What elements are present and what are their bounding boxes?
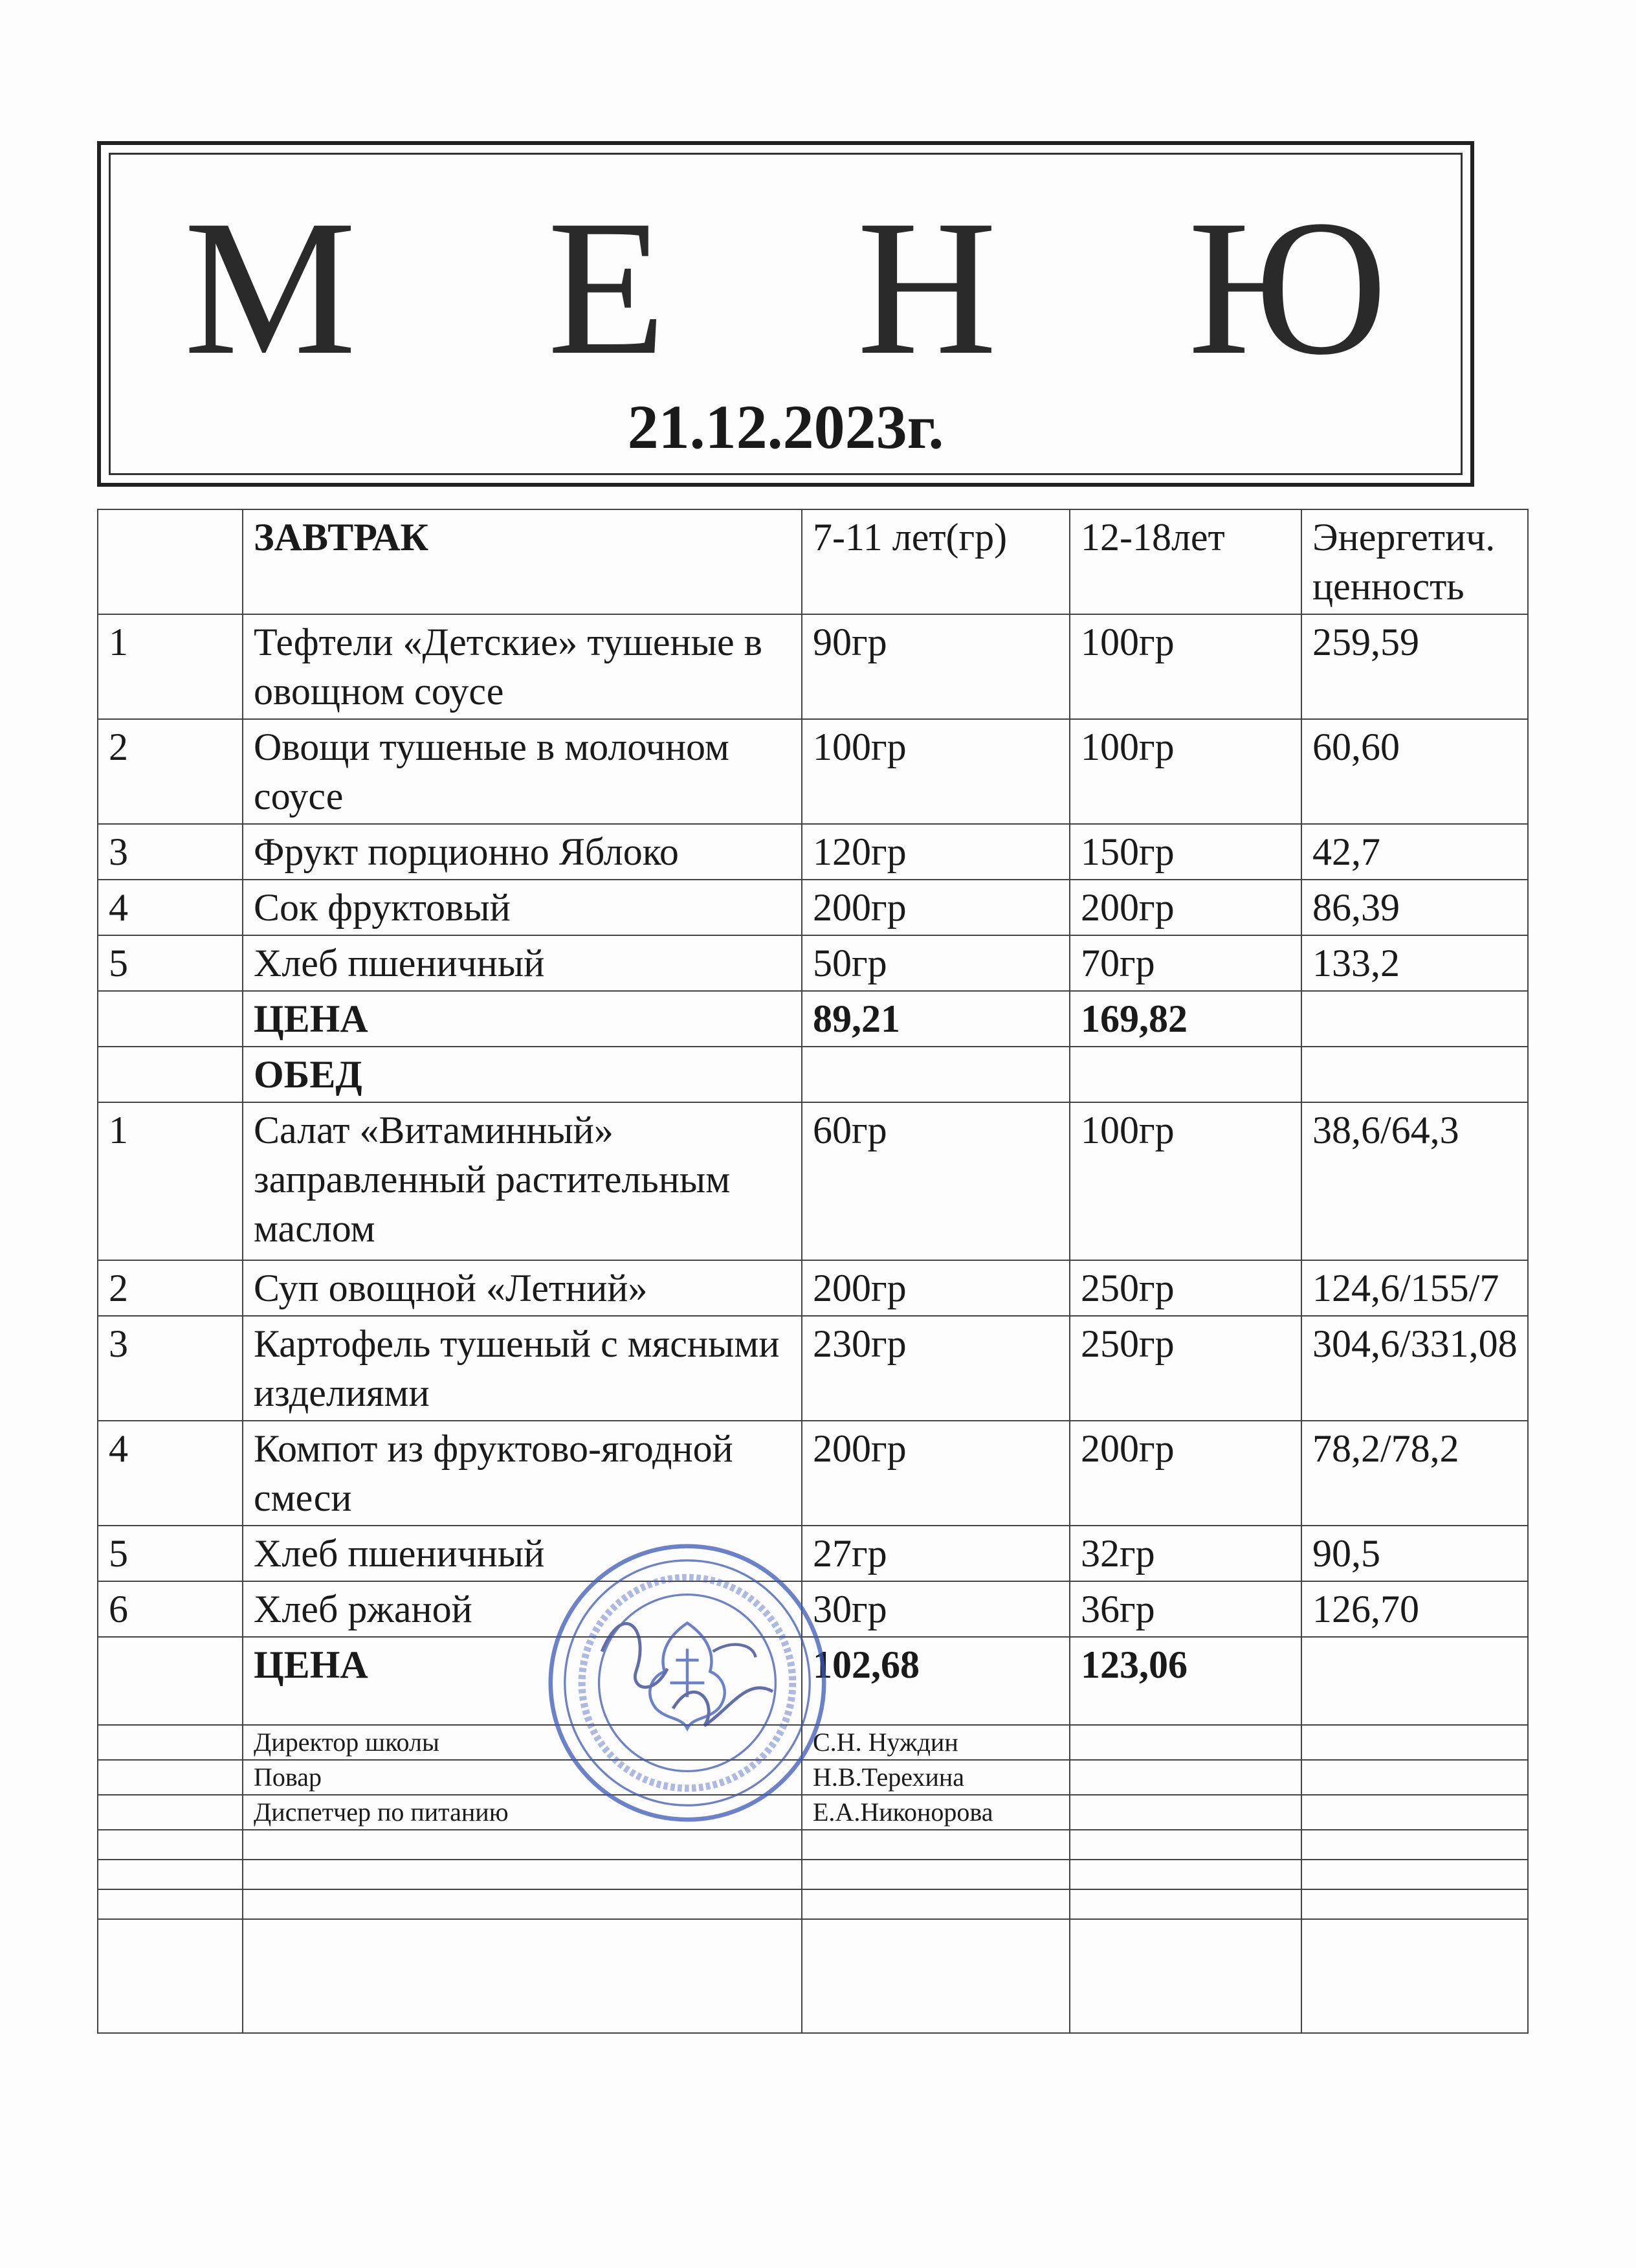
lunch-header-row <box>98 1047 1528 1102</box>
empty-cell <box>1301 1889 1528 1919</box>
item-name: Салат «Витаминный» заправленный растительным маслом <box>243 1102 802 1260</box>
empty-cell <box>1070 1047 1301 1102</box>
header-cell-num <box>98 509 243 614</box>
price-age1: 89,21 <box>802 991 1070 1047</box>
empty-cell <box>243 1860 802 1889</box>
emblem-detail <box>670 1649 705 1697</box>
item-number: 5 <box>98 1526 243 1581</box>
section-lunch-title: ОБЕД <box>243 1047 802 1102</box>
breakfast-row <box>98 880 1528 935</box>
breakfast-row <box>98 614 1528 719</box>
empty-cell <box>802 1919 1070 2033</box>
item-name: Фрукт порционно Яблоко <box>243 824 802 880</box>
price-age2: 123,06 <box>1070 1637 1301 1725</box>
item-portion-age1: 50гр <box>802 935 1070 991</box>
empty-cell <box>1301 1919 1528 2033</box>
empty-cell <box>1301 1725 1528 1760</box>
item-name: Суп овощной «Летний» <box>243 1260 802 1316</box>
item-portion-age1: 100гр <box>802 719 1070 824</box>
item-portion-age2: 70гр <box>1070 935 1301 991</box>
empty-cell <box>1070 1919 1301 2033</box>
item-energy: 126,70 <box>1301 1581 1528 1637</box>
empty-cell <box>1301 1860 1528 1889</box>
item-name: Сок фруктовый <box>243 880 802 935</box>
item-portion-age1: 120гр <box>802 824 1070 880</box>
empty-row <box>98 1889 1528 1919</box>
empty-cell <box>802 1830 1070 1860</box>
item-number: 4 <box>98 880 243 935</box>
empty-cell <box>98 1795 243 1830</box>
item-energy: 259,59 <box>1301 614 1528 719</box>
empty-cell <box>1301 1795 1528 1830</box>
empty-cell <box>243 1919 802 2033</box>
item-energy: 124,6/155/7 <box>1301 1260 1528 1316</box>
signature-role: Повар <box>243 1760 802 1795</box>
lunch-row <box>98 1260 1528 1316</box>
item-number: 4 <box>98 1421 243 1526</box>
item-energy: 90,5 <box>1301 1526 1528 1581</box>
lunch-row <box>98 1102 1528 1260</box>
signature-stroke <box>713 1645 756 1658</box>
item-portion-age2: 100гр <box>1070 614 1301 719</box>
empty-cell <box>1301 1830 1528 1860</box>
column-age1: 7-11 лет(гр) <box>802 509 1070 614</box>
breakfast-row <box>98 935 1528 991</box>
title-box <box>97 141 1474 487</box>
empty-cell <box>1301 991 1528 1047</box>
item-portion-age1: 200гр <box>802 1260 1070 1316</box>
signature-name: Е.А.Никонорова <box>802 1795 1070 1830</box>
item-number: 2 <box>98 1260 243 1316</box>
item-portion-age1: 230гр <box>802 1316 1070 1421</box>
item-energy: 133,2 <box>1301 935 1528 991</box>
empty-cell <box>243 1889 802 1919</box>
official-stamp-seal <box>545 1540 830 1825</box>
menu-date: 21.12.2023г. <box>627 392 944 461</box>
price-label: ЦЕНА <box>243 991 802 1047</box>
empty-row <box>98 1919 1528 2033</box>
item-portion-age1: 27гр <box>802 1526 1070 1581</box>
empty-cell <box>1301 1047 1528 1102</box>
price-label: ЦЕНА <box>243 1637 802 1725</box>
column-energy: Энергетич. ценность <box>1301 509 1528 614</box>
item-portion-age1: 90гр <box>802 614 1070 719</box>
section-breakfast-title: ЗАВТРАК <box>243 509 802 614</box>
item-energy: 78,2/78,2 <box>1301 1421 1528 1526</box>
item-portion-age2: 100гр <box>1070 719 1301 824</box>
item-portion-age2: 250гр <box>1070 1260 1301 1316</box>
breakfast-price-row <box>98 991 1528 1047</box>
lunch-row <box>98 1316 1528 1421</box>
item-portion-age1: 60гр <box>802 1102 1070 1260</box>
empty-cell <box>1301 1760 1528 1795</box>
item-name: Картофель тушеный с мясными изделиями <box>243 1316 802 1421</box>
empty-cell <box>98 1047 243 1102</box>
empty-cell <box>98 1830 243 1860</box>
item-number: 2 <box>98 719 243 824</box>
empty-cell <box>98 1860 243 1889</box>
item-portion-age2: 32гр <box>1070 1526 1301 1581</box>
breakfast-row <box>98 824 1528 880</box>
item-energy: 60,60 <box>1301 719 1528 824</box>
empty-cell <box>1070 1830 1301 1860</box>
item-energy: 86,39 <box>1301 880 1528 935</box>
empty-cell <box>98 1919 243 2033</box>
item-name: Хлеб пшеничный <box>243 935 802 991</box>
item-name: Компот из фруктово-ягодной смеси <box>243 1421 802 1526</box>
item-name: Хлеб ржаной <box>243 1581 802 1637</box>
empty-cell <box>1301 1637 1528 1725</box>
empty-cell <box>1070 1725 1301 1760</box>
empty-cell <box>98 1889 243 1919</box>
item-name: Тефтели «Детские» тушеные в овощном соусе <box>243 614 802 719</box>
item-number: 5 <box>98 935 243 991</box>
item-portion-age2: 200гр <box>1070 880 1301 935</box>
column-age2: 12-18лет <box>1070 509 1301 614</box>
signature-name: С.Н. Нуждин <box>802 1725 1070 1760</box>
lunch-row <box>98 1421 1528 1526</box>
breakfast-row <box>98 719 1528 824</box>
signature-role: Директор школы <box>243 1725 802 1760</box>
empty-cell <box>802 1889 1070 1919</box>
item-number: 1 <box>98 1102 243 1260</box>
item-portion-age2: 250гр <box>1070 1316 1301 1421</box>
empty-cell <box>802 1860 1070 1889</box>
empty-cell <box>98 991 243 1047</box>
item-portion-age1: 30гр <box>802 1581 1070 1637</box>
item-portion-age1: 200гр <box>802 1421 1070 1526</box>
item-portion-age2: 100гр <box>1070 1102 1301 1260</box>
empty-cell <box>1070 1889 1301 1919</box>
item-number: 3 <box>98 824 243 880</box>
price-age1: 102,68 <box>802 1637 1070 1725</box>
item-portion-age2: 36гр <box>1070 1581 1301 1637</box>
item-energy: 42,7 <box>1301 824 1528 880</box>
empty-cell <box>1070 1760 1301 1795</box>
item-number: 1 <box>98 614 243 719</box>
empty-row <box>98 1860 1528 1889</box>
item-energy: 304,6/331,08 <box>1301 1316 1528 1421</box>
item-portion-age2: 150гр <box>1070 824 1301 880</box>
item-portion-age1: 200гр <box>802 880 1070 935</box>
header-row <box>98 509 1528 614</box>
signature-role: Диспетчер по питанию <box>243 1795 802 1830</box>
signature-name: Н.В.Терехина <box>802 1760 1070 1795</box>
empty-cell <box>98 1637 243 1725</box>
item-number: 6 <box>98 1581 243 1637</box>
item-portion-age2: 200гр <box>1070 1421 1301 1526</box>
empty-cell <box>98 1725 243 1760</box>
page-title: М Е Н Ю <box>184 180 1459 395</box>
empty-cell <box>243 1830 802 1860</box>
empty-row <box>98 1830 1528 1860</box>
empty-cell <box>98 1760 243 1795</box>
item-energy: 38,6/64,3 <box>1301 1102 1528 1260</box>
empty-cell <box>802 1047 1070 1102</box>
empty-cell <box>1070 1860 1301 1889</box>
price-age2: 169,82 <box>1070 991 1301 1047</box>
item-name: Хлеб пшеничный <box>243 1526 802 1581</box>
item-name: Овощи тушеные в молочном соусе <box>243 719 802 824</box>
item-number: 3 <box>98 1316 243 1421</box>
empty-cell <box>1070 1795 1301 1830</box>
